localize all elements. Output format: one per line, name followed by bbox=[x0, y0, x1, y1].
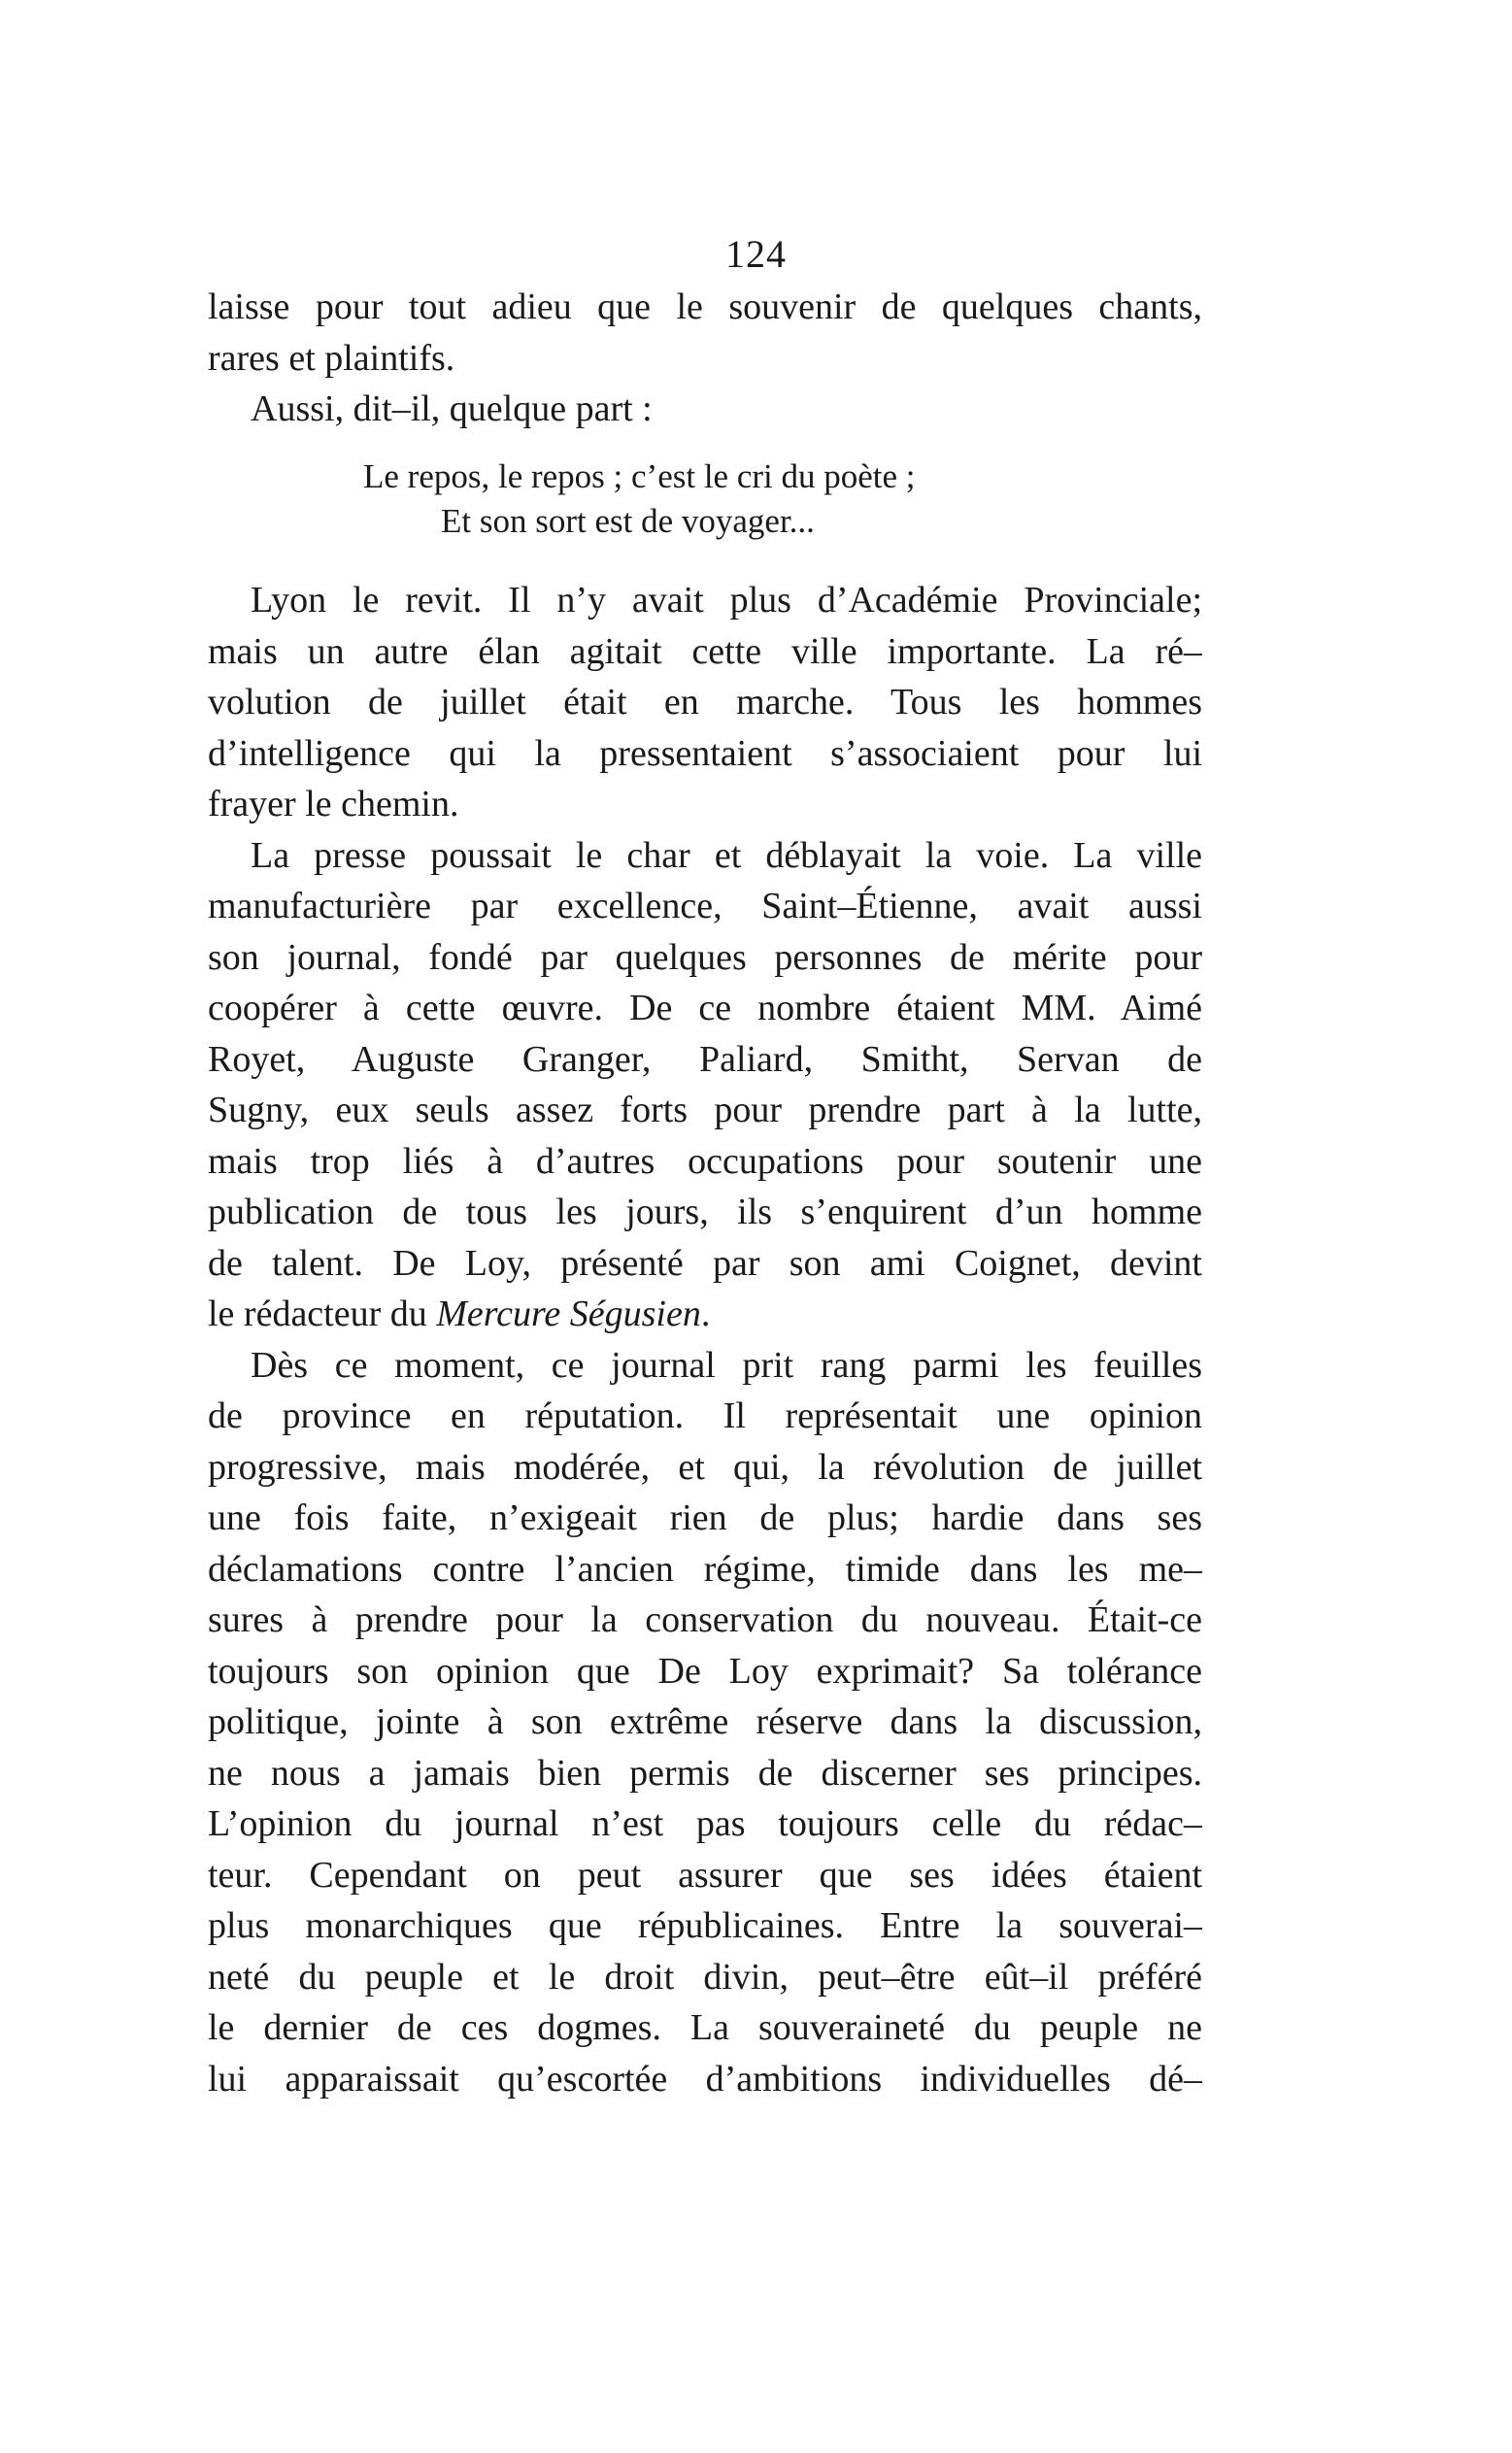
text-line: teur. Cependant on peut assurer que ses idées étaient bbox=[208, 1854, 1202, 1896]
text-line: Dès ce moment, ce journal prit rang parmi les feuilles bbox=[251, 1344, 1202, 1386]
text-line: de talent. De Loy, présenté par son ami Coignet, devint bbox=[208, 1242, 1202, 1284]
text-line: publication de tous les jours, ils s’enquirent d’un homme bbox=[208, 1192, 1202, 1232]
text-line: toujours son opinion que De Loy exprimait? Sa tolérance bbox=[208, 1650, 1202, 1692]
text-line: Royet, Auguste Granger, Paliard, Smitht, Servan de bbox=[208, 1038, 1202, 1080]
text-line: de province en réputation. Il représentait une opinion bbox=[208, 1395, 1202, 1436]
body-text bbox=[208, 282, 1202, 2100]
page-number: 124 bbox=[725, 232, 787, 276]
text-line: frayer le chemin. bbox=[208, 784, 459, 824]
text-line: La presse poussait le char et déblayait la voie. La ville bbox=[251, 834, 1202, 876]
text-line: Lyon le revit. Il n’y avait plus d’Académie Provinciale; bbox=[251, 580, 1202, 621]
text-line: manufacturière par excellence, Saint–Étienne, avait aussi bbox=[208, 886, 1202, 926]
text-line: d’intelligence qui la pressentaient s’associaient pour lui bbox=[208, 732, 1202, 774]
text-line: lui apparaissait qu’escortée d’ambitions individuelles dé– bbox=[208, 2058, 1202, 2100]
text-line: Sugny, eux seuls assez forts pour prendre part à la lutte, bbox=[208, 1090, 1202, 1130]
text-fragment: . bbox=[700, 1294, 711, 1334]
journal-title: Mercure Ségusien bbox=[436, 1294, 701, 1334]
text-line: politique, jointe à son extrême réserve dans la discussion, bbox=[208, 1701, 1202, 1742]
text-line: ne nous a jamais bien permis de discerner ses principes. bbox=[208, 1752, 1202, 1794]
text-line: sures à prendre pour la conservation du nouveau. Était-ce bbox=[208, 1599, 1202, 1640]
text-line: rares et plaintifs. bbox=[208, 337, 455, 379]
paragraph-lyon bbox=[208, 575, 1202, 2104]
text-fragment: le rédacteur du bbox=[208, 1294, 437, 1334]
verse-line: Et son sort est de voyager... bbox=[441, 502, 815, 540]
text-line: volution de juillet était en marche. Tous les hommes bbox=[208, 682, 1202, 722]
text-line: coopérer à cette œuvre. De ce nombre étaient MM. Aimé bbox=[208, 988, 1202, 1028]
text-line: déclamations contre l’ancien régime, timide dans les me– bbox=[208, 1548, 1202, 1590]
text-line: plus monarchiques que républicaines. Entre la souverai– bbox=[208, 1905, 1202, 1946]
verse-line: Le repos, le repos ; c’est le cri du poète ; bbox=[363, 457, 916, 495]
text-line: L’opinion du journal n’est pas toujours celle du rédac– bbox=[208, 1803, 1202, 1844]
text-line: son journal, fondé par quelques personnes de mérite pour bbox=[208, 936, 1202, 978]
text-line: laisse pour tout adieu que le souvenir de quelques chants, bbox=[208, 286, 1202, 327]
text-line: progressive, mais modérée, et qui, la révolution de juillet bbox=[208, 1446, 1202, 1488]
verse-quote bbox=[208, 454, 1202, 544]
text-line: Aussi, dit–il, quelque part : bbox=[251, 388, 653, 429]
text-line: mais un autre élan agitait cette ville importante. La ré– bbox=[208, 630, 1202, 672]
text-line: neté du peuple et le droit divin, peut–être eût–il préféré bbox=[208, 1956, 1202, 1998]
text-line: mais trop liés à d’autres occupations pour soutenir une bbox=[208, 1140, 1202, 1182]
text-line: le dernier de ces dogmes. La souveraineté du peuple ne bbox=[208, 2007, 1202, 2048]
text-line: une fois faite, n’exigeait rien de plus; hardie dans ses bbox=[208, 1497, 1202, 1538]
text-line bbox=[208, 1289, 1202, 1340]
